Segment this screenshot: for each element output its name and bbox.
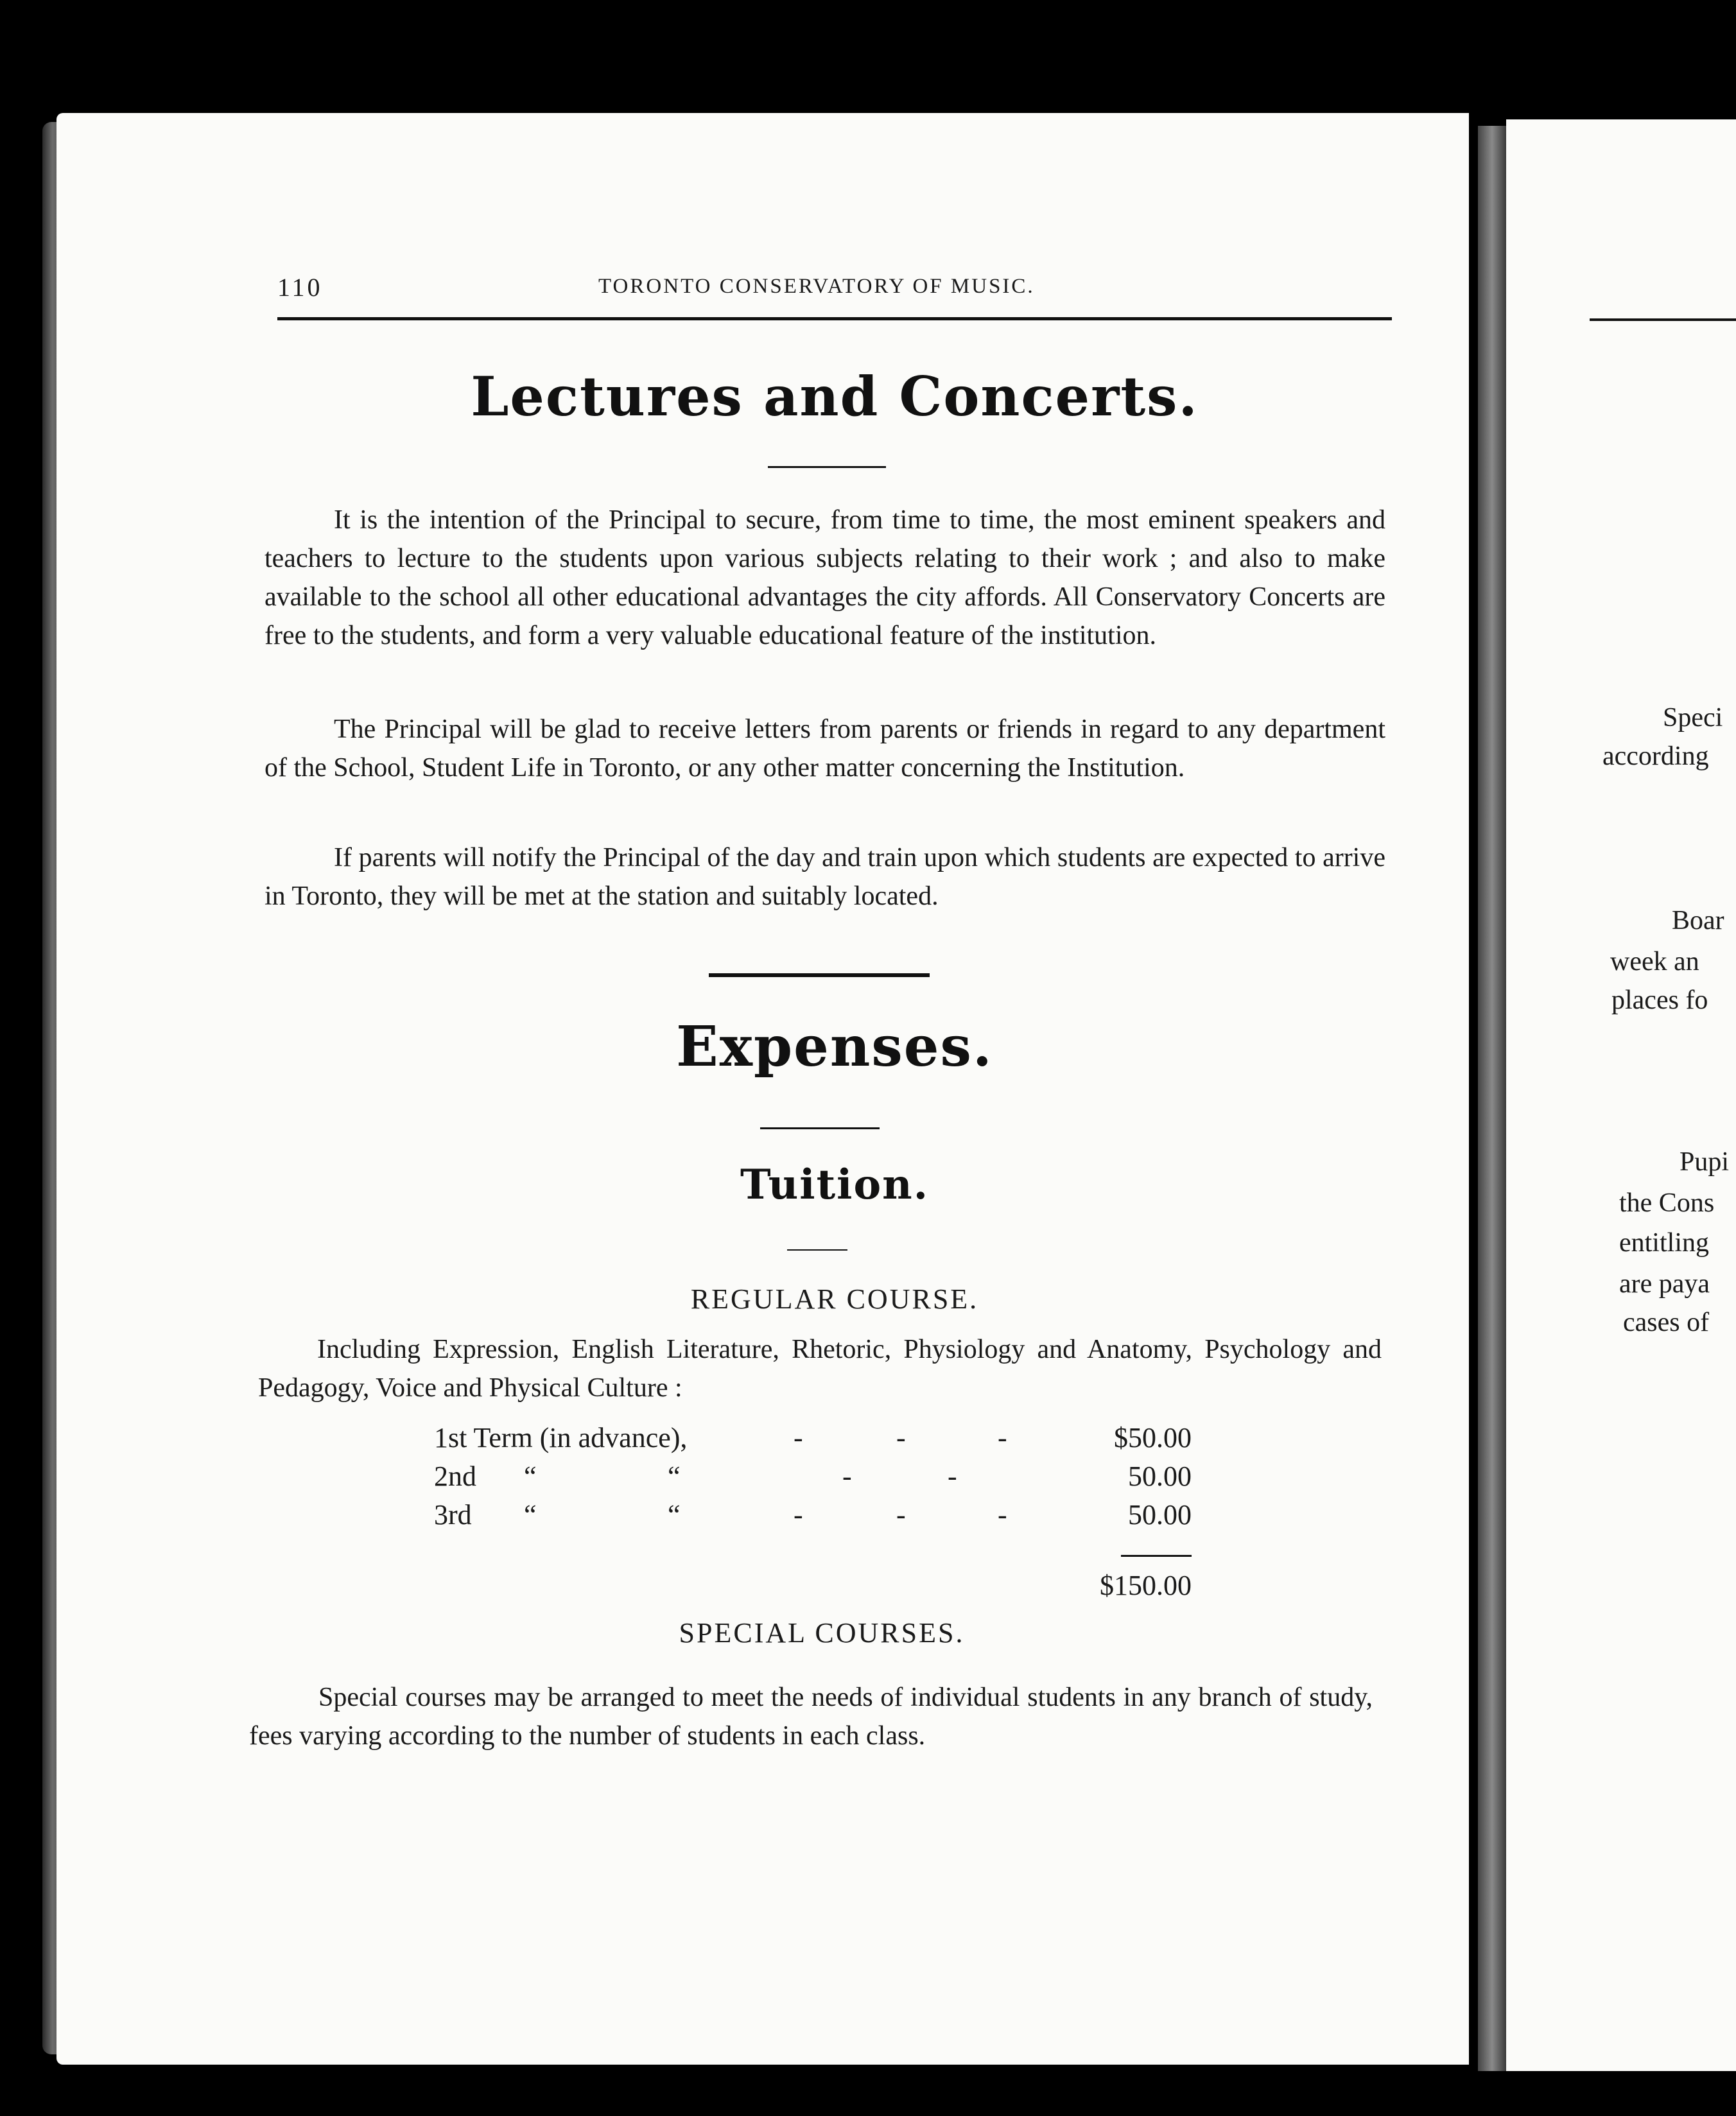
facing-text-fragment: places fo [1611,985,1708,1015]
fee-term: 3rd [434,1499,472,1531]
fee-amount: 50.00 [1128,1461,1192,1492]
special-courses-heading: SPECIAL COURSES. [679,1617,965,1649]
ditto-mark: “ [668,1499,681,1531]
special-courses-description: Special courses may be arranged to meet the needs of individual students in any branch of study, fees varying according to the number of students in each class. [249,1683,1373,1751]
leader-dash: - [998,1422,1007,1453]
fee-term: 2nd [434,1461,476,1492]
running-title: TORONTO CONSERVATORY OF MUSIC. [598,275,1035,298]
facing-text-fragment: are paya [1619,1269,1710,1299]
leader-dash: - [842,1461,852,1492]
facing-text-fragment: Boar [1672,906,1724,935]
regular-course-heading: REGULAR COURSE. [690,1283,979,1315]
leader-dash: - [998,1499,1007,1531]
lectures-paragraph-1: It is the intention of the Principal to secure, from time to time, the most eminent speakers and teachers to lecture to the students upon various subjects relating to their work ; and also to make available to the school all other educational advantages the city affords. All Conservatory Concerts are free to the students, and form a very valuable educational feature of the institution. [265,505,1385,650]
lectures-heading: Lectures and Concerts. [471,365,1199,428]
divider [768,466,886,468]
page-number: 110 [277,273,323,302]
ditto-mark: “ [524,1461,537,1492]
fee-amount: 50.00 [1128,1499,1192,1531]
total-rule [1121,1555,1192,1557]
running-head [277,270,1394,308]
facing-text-fragment: entitling [1619,1228,1709,1258]
expenses-heading: Expenses. [676,1014,993,1079]
fee-row-1 [434,1421,1192,1460]
ditto-mark: “ [668,1461,681,1492]
tuition-heading: Tuition. [740,1161,929,1209]
leader-dash: - [948,1461,957,1492]
facing-text-fragment: according [1602,741,1709,771]
lectures-paragraph-2: The Principal will be glad to receive letters from parents or friends in regard to any department of the School, Student Life in Toronto, or any other matter concerning the Institution. [265,715,1385,783]
lectures-paragraph-3: If parents will notify the Principal of the day and train upon which students are expected to arrive in Toronto, they will be met at the station and suitably located. [265,843,1385,911]
fee-term: 1st Term (in advance), [434,1422,688,1453]
header-rule [277,317,1392,320]
facing-text-fragment: cases of [1623,1308,1710,1337]
right-page [1506,119,1736,2071]
leader-dash: - [794,1422,803,1453]
section-divider [709,973,930,977]
fee-row-2 [434,1460,1192,1498]
facing-text-fragment: Pupi [1680,1147,1730,1177]
facing-text-fragment: the Cons [1619,1188,1715,1218]
divider [787,1249,847,1251]
facing-header-rule [1590,318,1736,321]
regular-course-description: Including Expression, English Literature, Rhetoric, Physiology and Anatomy, Psychology and Pedagogy, Voice and Physical Culture : [258,1335,1382,1403]
book-gutter [1478,126,1506,2071]
divider [760,1127,880,1129]
fee-total: $150.00 [1100,1570,1192,1601]
leader-dash: - [794,1499,803,1531]
fee-row-3 [434,1498,1192,1537]
ditto-mark: “ [524,1499,537,1531]
facing-text-fragment: Speci [1663,703,1723,733]
leader-dash: - [896,1422,906,1453]
fee-amount: $50.00 [1114,1422,1192,1453]
fee-total-row [434,1569,1192,1608]
leader-dash: - [896,1499,906,1531]
facing-text-fragment: week an [1610,947,1699,976]
